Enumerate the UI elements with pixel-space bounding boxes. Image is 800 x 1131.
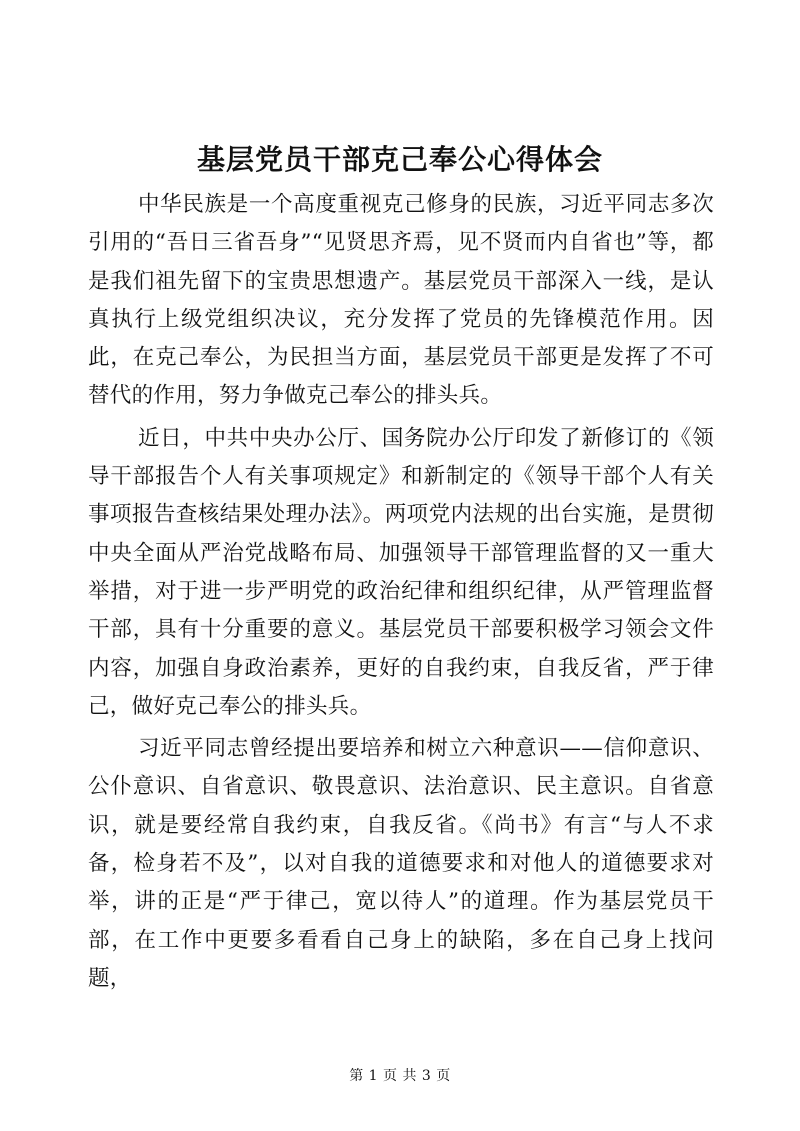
- paragraph-1: 中华民族是一个高度重视克己修身的民族，习近平同志多次引用的“吾日三省吾身”“见贤思齐焉，见不贤而内自省也”等，都是我们祖先留下的宝贵思想遗产。基层党员干部深入一线，是认真执行上级党组织决议，充分发挥了党员的先锋模范作用。因此，在克己奉公，为民担当方面，基层党员干部更是发挥了不可替代的作用，努力争做克己奉公的排头兵。: [88, 192, 714, 409]
- document-body: [88, 186, 714, 1002]
- document-title: 基层党员干部克己奉公心得体会: [196, 143, 603, 176]
- paragraph-3: 习近平同志曾经提出要培养和树立六种意识——信仰意识、公仆意识、自省意识、敬畏意识、法治意识、民主意识。自省意识，就是要经常自我约束，自我反省。《尚书》有言“与人不求备，检身若不及”，以对自我的道德要求和对他人的道德要求对举，讲的正是“严于律己，宽以待人”的道理。作为基层党员干部，在工作中更要多看看自己身上的缺陷，多在自己身上找问题，: [88, 736, 714, 991]
- paragraph-2: 近日，中共中央办公厅、国务院办公厅印发了新修订的《领导干部报告个人有关事项规定》和新制定的《领导干部个人有关事项报告查核结果处理办法》。两项党内法规的出台实施，是贯彻中央全面从严治党战略布局、加强领导干部管理监督的又一重大举措，对于进一步严明党的政治纪律和组织纪律，从严管理监督干部，具有十分重要的意义。基层党员干部要积极学习领会文件内容，加强自身政治素养，更好的自我约束，自我反省，严于律己，做好克己奉公的排头兵。: [88, 425, 714, 719]
- page-footer: 第 1 页 共 3 页: [349, 1068, 451, 1084]
